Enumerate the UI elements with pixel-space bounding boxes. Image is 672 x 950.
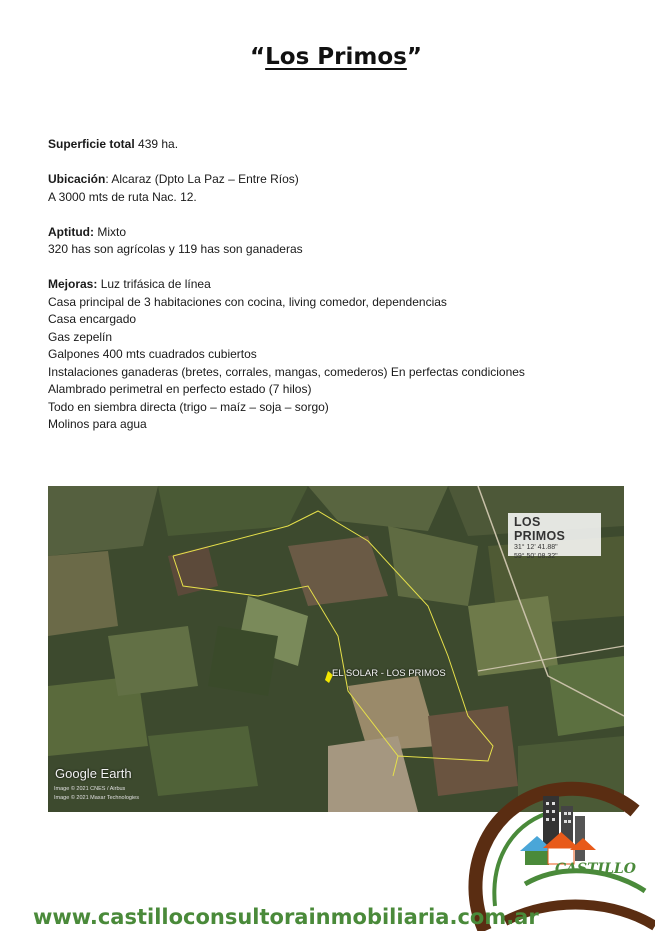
mejoras-item: Casa encargado (48, 312, 137, 326)
location-info-box (508, 513, 601, 560)
superficie-label: Superficie total (48, 137, 135, 151)
ubicacion-line (48, 171, 628, 189)
aptitud-detail: 320 has son agrícolas y 119 has son ganaderas (48, 242, 303, 256)
latitude: 31° 12' 41.88" (514, 544, 558, 551)
longitude: 59° 50' 08.32" (514, 553, 558, 560)
ubicacion-label: Ubicación (48, 172, 106, 186)
page-title (0, 44, 672, 70)
superficie-value: 439 ha. (134, 137, 179, 151)
mejoras-label: Mejoras: (48, 277, 98, 291)
place-label: EL SOLAR - LOS PRIMOS (332, 668, 446, 679)
mejoras-item: Gas zepelín (48, 329, 113, 344)
ubicacion-value: : Alcaraz (Dpto La Paz – Entre Ríos) (105, 172, 299, 186)
satellite-map (48, 486, 624, 812)
mejoras-item: Galpones 400 mts cuadrados cubiertos (48, 347, 257, 361)
mejoras-item: Molinos para agua (48, 417, 147, 431)
imagery-credit: Image © 2021 Maxar Technologies (54, 795, 139, 801)
logo-house (525, 851, 549, 865)
mejoras-item: Todo en siembra directa (trigo – maíz – soja – sorgo) (48, 399, 329, 414)
google-earth-logo: Google Earth (55, 766, 132, 781)
ubicacion-distance: A 3000 mts de ruta Nac. 12. (48, 189, 197, 204)
aptitud-line (48, 224, 628, 242)
aptitud-value: Mixto (93, 224, 126, 239)
title-text: Los Primos (265, 44, 407, 70)
logo-text: CASTILLO (555, 861, 636, 877)
mejoras-line (48, 276, 628, 294)
property-details (48, 136, 628, 434)
mejoras-value: Luz trifásica de línea (97, 277, 211, 291)
imagery-credit: Image © 2021 CNES / Airbus (54, 786, 126, 792)
superficie-line (48, 136, 628, 154)
website-url[interactable]: www.castilloconsultorainmobiliaria.com.ar (33, 905, 539, 929)
aptitud-label: Aptitud: (48, 224, 94, 239)
title-open-quote: “ (250, 44, 266, 70)
mejoras-item: Instalaciones ganaderas (bretes, corrales, mangas, comederos) En perfectas condiciones (48, 364, 525, 379)
mejoras-item: Alambrado perimetral en perfecto estado (7 hilos) (48, 382, 312, 396)
title-close-quote: ” (406, 44, 422, 70)
location-title: LOS PRIMOS (514, 515, 566, 543)
mejoras-item: Casa principal de 3 habitaciones con cocina, living comedor, dependencias (48, 294, 447, 309)
